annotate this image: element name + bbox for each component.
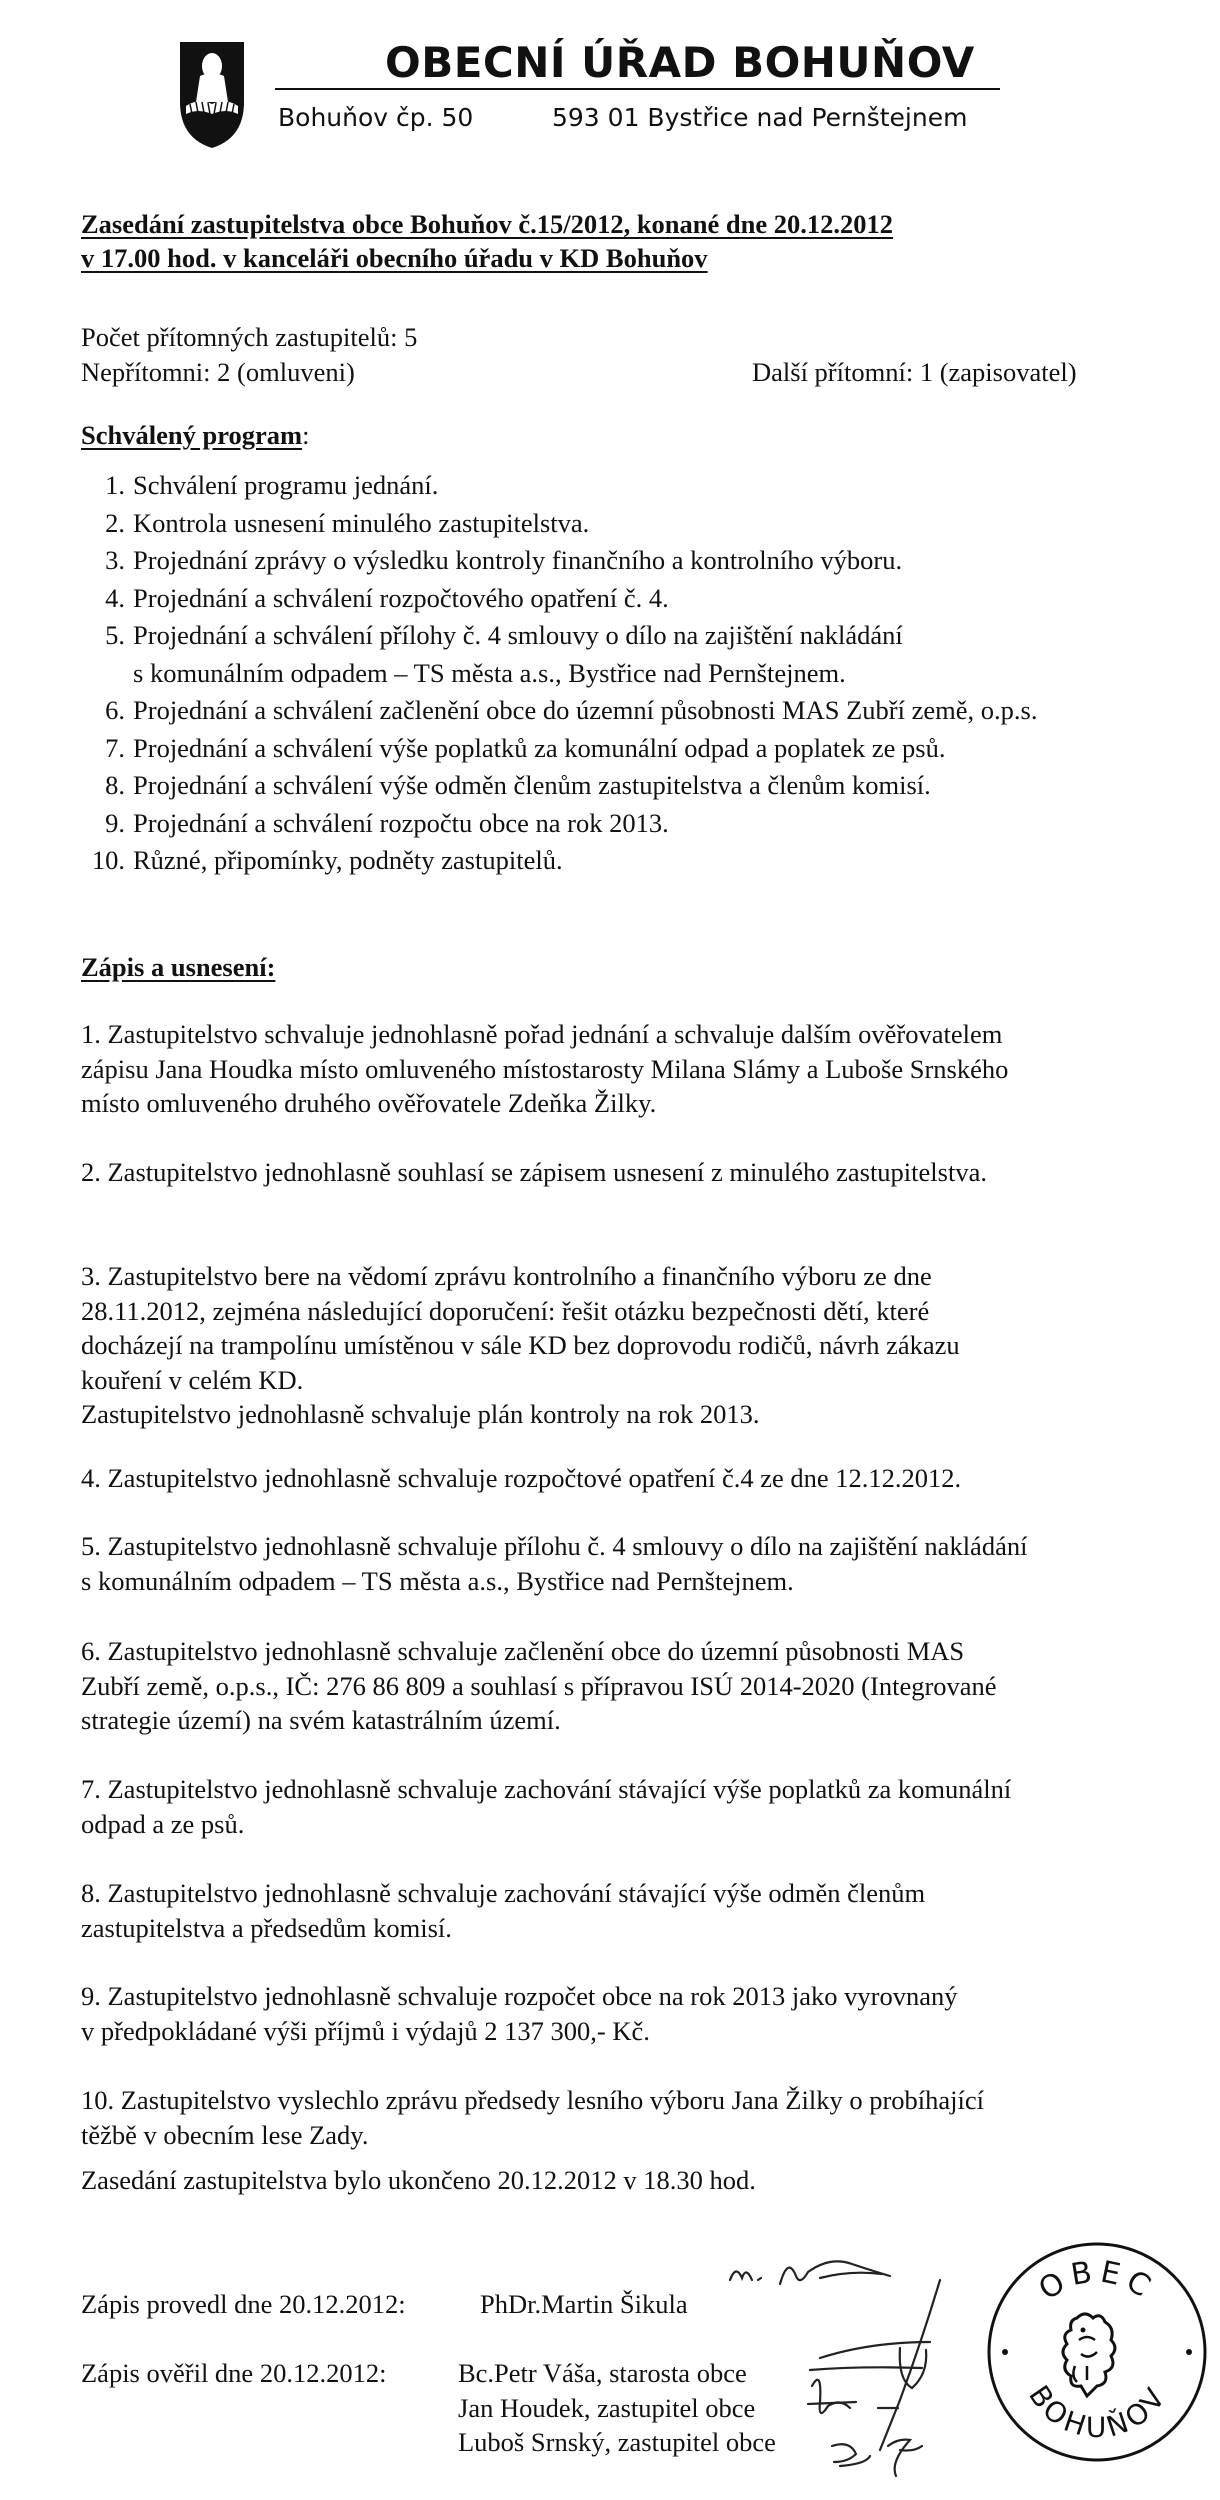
program-item-number: 9.	[105, 807, 125, 838]
program-item-number: 10.	[91, 845, 125, 875]
program-item-number: 2.	[105, 507, 125, 538]
resolution-line: 7. Zastupitelstvo jednohlasně schvaluje zachování stávající výše poplatků za komunální	[81, 1774, 1012, 1804]
program-item-text: Projednání a schválení přílohy č. 4 smlouvy o dílo na zajištění nakládání	[133, 620, 903, 650]
minutes-heading: Zápis a usnesení:	[81, 952, 276, 982]
program-item	[81, 767, 1037, 805]
program-item	[81, 692, 1037, 730]
resolution-line: 3. Zastupitelstvo bere na vědomí zprávu kontrolního a finančního výboru ze dne	[81, 1261, 932, 1291]
resolution-9	[81, 1979, 957, 2048]
resolution-line: strategie území) na svém katastrálním území.	[81, 1705, 561, 1735]
stamp-top-text: OBEC	[1032, 2254, 1162, 2308]
resolution-line: 1. Zastupitelstvo schvaluje jednohlasně pořad jednání a schvaluje dalším ověřovatelem	[81, 1019, 1003, 1049]
resolution-line: zastupitelstva a předsedům komisí.	[81, 1912, 452, 1943]
program-item-text: Projednání a schválení rozpočtu obce na rok 2013.	[133, 807, 669, 838]
resolution-line: docházejí na trampolínu umístěnou v sále KD bez doprovodu rodičů, návrh zákazu	[81, 1330, 960, 1360]
program-item-number: 3.	[105, 545, 125, 575]
stamp-bottom-text: BOHUŇOV	[1022, 2379, 1174, 2445]
resolution-line: 6. Zastupitelstvo jednohlasně schvaluje začlenění obce do územní působnosti MAS	[81, 1636, 965, 1666]
program-item	[81, 505, 1037, 543]
program-item-number: 4.	[105, 582, 125, 613]
others-present: Další přítomní: 1 (zapisovatel)	[752, 357, 1077, 387]
program-heading	[81, 418, 309, 452]
program-item-number: 1.	[105, 470, 125, 500]
program-item-number: 5.	[105, 620, 125, 650]
verifier-name: Bc.Petr Váša, starosta obce	[458, 2358, 747, 2388]
program-item-number: 7.	[105, 732, 125, 763]
office-title: OBECNÍ ÚŘAD BOHUŇOV	[385, 38, 975, 87]
program-item-number: 6.	[105, 695, 125, 725]
resolution-line: 4. Zastupitelstvo jednohlasně schvaluje rozpočtové opatření č.4 ze dne 12.12.2012.	[81, 1463, 962, 1493]
resolution-6	[81, 1634, 997, 1738]
program-item	[81, 542, 1037, 580]
office-city-address: 593 01 Bystřice nad Pernštejnem	[552, 103, 968, 132]
office-street-address: Bohuňov čp. 50	[278, 103, 474, 132]
program-item-text: Projednání a schválení výše odměn členům zastupitelstva a členům komisí.	[133, 770, 931, 800]
resolution-10	[81, 2083, 984, 2152]
program-heading-colon: :	[302, 420, 310, 450]
program-item-text: Projednání a schválení rozpočtového opatření č. 4.	[133, 582, 669, 613]
handwritten-signatures	[700, 2250, 980, 2500]
meeting-end-note: Zasedání zastupitelstva bylo ukončeno 20.12.2012 v 18.30 hod.	[81, 2165, 756, 2195]
svg-text:BOHUŇOV	[1022, 2379, 1174, 2444]
program-item-text: Různé, připomínky, podněty zastupitelů.	[133, 845, 563, 875]
program-item	[81, 730, 1037, 768]
resolution-line: 2. Zastupitelstvo jednohlasně souhlasí se zápisem usnesení z minulého zastupitelstva.	[81, 1157, 987, 1187]
program-item-text: Projednání zprávy o výsledku kontroly finančního a kontrolního výboru.	[133, 545, 903, 575]
program-item-number: 8.	[105, 770, 125, 800]
verifier-name: Luboš Srnský, zastupitel obce	[458, 2427, 776, 2457]
meeting-heading	[81, 207, 893, 275]
program-item	[81, 580, 1037, 618]
program-heading-text: Schválený program	[81, 420, 303, 450]
resolution-4	[81, 1461, 961, 1496]
resolution-line: 9. Zastupitelstvo jednohlasně schvaluje rozpočet obce na rok 2013 jako vyrovnaný	[81, 1981, 958, 2011]
resolution-line: kouření v celém KD.	[81, 1364, 304, 1395]
resolution-line: v předpokládané výši příjmů i výdajů 2 137 300,- Kč.	[81, 2015, 650, 2046]
resolution-line: místo omluveného druhého ověřovatele Zdeňka Žilky.	[81, 1088, 657, 1118]
present-count: Počet přítomných zastupitelů: 5	[81, 322, 418, 352]
municipal-stamp	[985, 2240, 1210, 2465]
header-divider	[275, 88, 1000, 90]
resolution-2	[81, 1155, 987, 1190]
municipal-crest-icon	[178, 40, 246, 150]
program-item	[81, 617, 1037, 655]
resolution-line: 8. Zastupitelstvo jednohlasně schvaluje zachování stávající výše odměn členům	[81, 1878, 926, 1908]
svg-text:OBEC	[1033, 2254, 1162, 2307]
resolution-8	[81, 1876, 925, 1945]
meeting-heading-line: Zasedání zastupitelstva obce Bohuňov č.15/2012, konané dne 20.12.2012	[81, 209, 894, 239]
program-item-text: Schválení programu jednání.	[133, 470, 439, 500]
verified-label: Zápis ověřil dne 20.12.2012:	[81, 2358, 387, 2388]
resolution-5	[81, 1529, 1027, 1598]
absent-count: Nepřítomni: 2 (omluveni)	[81, 357, 355, 387]
verifier-name: Jan Houdek, zastupitel obce	[458, 2392, 756, 2423]
lion-emblem-icon	[1063, 2314, 1115, 2396]
program-item-text: Kontrola usnesení minulého zastupitelstva.	[133, 507, 590, 538]
resolution-line: odpad a ze psů.	[81, 1808, 245, 1839]
program-item	[81, 467, 1037, 505]
resolution-line: 10. Zastupitelstvo vyslechlo zprávu předsedy lesního výboru Jana Žilky o probíhající	[81, 2085, 985, 2115]
program-item-text: Projednání a schválení začlenění obce do územní působnosti MAS Zubří země, o.p.s.	[133, 695, 1038, 725]
program-item	[81, 805, 1037, 843]
resolution-line: Zubří země, o.p.s., IČ: 276 86 809 a souhlasí s přípravou ISÚ 2014-2020 (Integrované	[81, 1670, 997, 1701]
resolution-3	[81, 1259, 960, 1432]
resolution-line: těžbě v obecním lese Zady.	[81, 2119, 369, 2150]
program-list	[81, 467, 1037, 880]
resolution-line: 28.11.2012, zejména následující doporučení: řešit otázku bezpečnosti dětí, které	[81, 1295, 930, 1326]
resolution-line: Zastupitelstvo jednohlasně schvaluje plán kontroly na rok 2013.	[81, 1399, 760, 1429]
recorded-label: Zápis provedl dne 20.12.2012:	[81, 2289, 406, 2319]
program-item-text: Projednání a schválení výše poplatků za komunální odpad a poplatek ze psů.	[133, 732, 946, 763]
resolution-line: 5. Zastupitelstvo jednohlasně schvaluje přílohu č. 4 smlouvy o dílo na zajištění nakládání	[81, 1531, 1028, 1561]
program-item-continuation: s komunálním odpadem – TS města a.s., Bystřice nad Pernštejnem.	[133, 657, 846, 688]
resolution-1	[81, 1017, 1008, 1121]
resolution-7	[81, 1772, 1011, 1841]
meeting-heading-line: v 17.00 hod. v kanceláři obecního úřadu v KD Bohuňov	[81, 243, 708, 273]
program-item	[81, 842, 1037, 880]
recorded-by: PhDr.Martin Šikula	[480, 2289, 688, 2319]
resolution-line: s komunálním odpadem – TS města a.s., Bystřice nad Pernštejnem.	[81, 1565, 794, 1596]
resolution-line: zápisu Jana Houdka místo omluveného místostarosty Milana Slámy a Luboše Srnského	[81, 1053, 1009, 1084]
